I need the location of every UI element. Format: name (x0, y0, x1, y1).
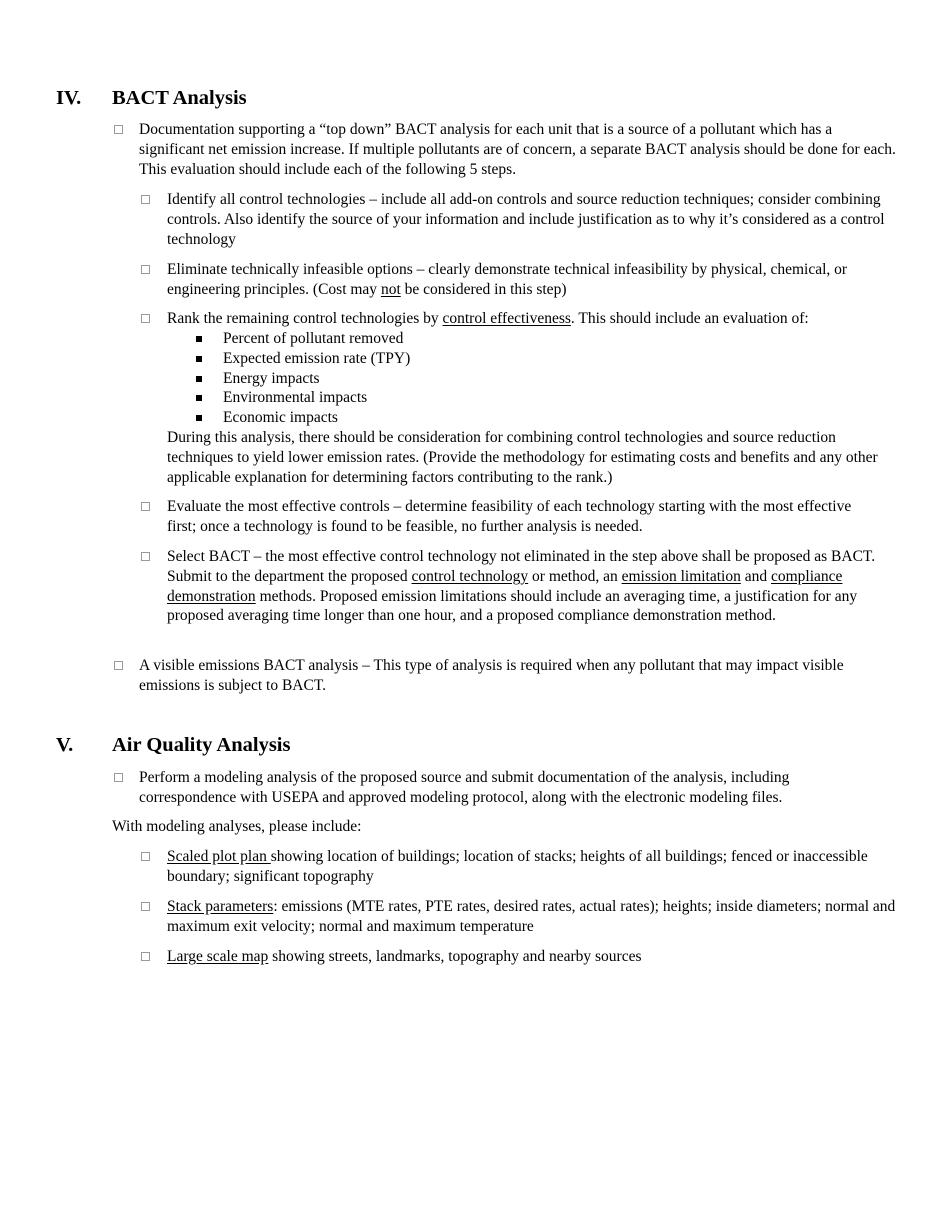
step-rank-explanation (167, 428, 879, 487)
underlined-not: not (380, 280, 401, 298)
step-select-text-4: methods. Proposed emission limitations should include an averaging time, a justification for any proposed averaging time longer than one hour, and a proposed compliance demonstration method. (167, 587, 858, 625)
underlined-emission-limitation: emission limitation (621, 567, 741, 585)
step-rank-text-end: . This should include an evaluation of: (570, 310, 809, 327)
step-select-text-2: or method, an (528, 567, 622, 585)
section-iv-title: BACT Analysis (112, 87, 247, 109)
square-bullet-icon (196, 356, 202, 362)
bact-intro-text: Documentation supporting a “top down” BACT analysis for each unit that is a source of a pollutant which has a significant net emission increase. If multiple pollutants are of concern, a separate BACT analysis should be done for each. This evaluation should include each of the following 5 steps. (139, 121, 896, 178)
checkbox-icon (141, 265, 150, 274)
square-bullet-icon (196, 415, 202, 421)
checkbox-icon (114, 661, 123, 670)
visible-emissions-text: A visible emissions BACT analysis – This type of analysis is required when any pollutant that may impact visible emissions is subject to BACT. (139, 657, 844, 694)
stack-parameters-item (167, 897, 901, 937)
step-evaluate-text: Evaluate the most effective controls – determine feasibility of each technology starting with the most effective first; once a technology is found to be feasible, no further analysis is needed. (167, 498, 852, 535)
checkbox-icon (141, 902, 150, 911)
bullet-text: Economic impacts (223, 409, 338, 427)
list-item (196, 329, 410, 349)
checkbox-icon (114, 773, 123, 782)
checkbox-icon (114, 125, 123, 134)
bullet-text: Energy impacts (223, 369, 320, 387)
air-quality-intro-text: Perform a modeling analysis of the proposed source and submit documentation of the analysis, including correspondence with USEPA and approved modeling protocol, along with the electronic modeling files. (139, 769, 790, 806)
step-rank-explanation-text: During this analysis, there should be consideration for combining control technologies and source reduction techniques to yield lower emission rates. (Provide the methodology for estimating costs and benefits and any other applicable explanation for determining factors contributing to the rank.) (167, 429, 878, 486)
square-bullet-icon (196, 376, 202, 382)
checkbox-icon (141, 552, 150, 561)
square-bullet-icon (196, 336, 202, 342)
underlined-stack-parameters: Stack parameters (167, 898, 274, 915)
step-select-text: Select BACT – the most effective control technology not eliminated in the step above shall be proposed as BACT. Submit to the department the proposed (167, 548, 876, 585)
bullet-text: Percent of pollutant removed (223, 330, 404, 347)
list-item (196, 388, 410, 408)
large-scale-map-text: showing streets, landmarks, topography and nearby sources (268, 948, 642, 965)
step-rank-text: Rank the remaining control technologies by (167, 310, 443, 327)
step-identify-item (167, 190, 895, 249)
underlined-control-effectiveness: control effectiveness (442, 310, 571, 327)
underlined-large-scale-map: Large scale map (167, 948, 269, 965)
scaled-plot-plan-item (167, 847, 879, 887)
checkbox-icon (141, 195, 150, 204)
evaluation-bullet-list (196, 329, 410, 428)
step-eliminate-text-end: be considered in this step) (400, 280, 567, 298)
step-select-text-3: and (740, 567, 771, 585)
bullet-text: Environmental impacts (223, 389, 368, 407)
with-modeling-label (112, 817, 512, 837)
underlined-scaled-plot-plan: Scaled plot plan (167, 848, 271, 865)
section-v-title: Air Quality Analysis (112, 734, 291, 756)
air-quality-intro-item (139, 768, 869, 808)
visible-emissions-item (139, 656, 879, 696)
checkbox-icon (141, 852, 150, 861)
section-iv-number: IV. (56, 87, 82, 109)
underlined-control-technology: control technology (411, 567, 529, 585)
bact-intro-item (139, 120, 899, 179)
stack-parameters-text: : emissions (MTE rates, PTE rates, desired rates, actual rates); heights; inside diameters; normal and maximum exit velocity; normal and maximum temperature (167, 898, 896, 935)
step-evaluate-item (167, 497, 879, 537)
square-bullet-icon (196, 395, 202, 401)
step-select-item (167, 547, 901, 626)
step-identify-text: Identify all control technologies – include all add-on controls and source reduction techniques; consider combining controls. Also identify the source of your information and include justification as to why it’s considered as a control technology (167, 191, 885, 248)
list-item (196, 369, 410, 389)
list-item (196, 408, 410, 428)
step-eliminate-item (167, 260, 867, 300)
large-scale-map-item (167, 947, 879, 967)
checkbox-icon (141, 314, 150, 323)
list-item (196, 349, 410, 369)
underlined-compliance-demonstration: compliance demonstration (167, 567, 843, 605)
with-modeling-text: With modeling analyses, please include: (112, 818, 362, 835)
step-rank-item (167, 309, 895, 329)
step-eliminate-text: Eliminate technically infeasible options – clearly demonstrate technical infeasibility by physical, chemical, or engineering principles. (Cost may (167, 261, 848, 298)
scaled-plot-plan-text: showing location of buildings; location of stacks; heights of all buildings; fenced or inaccessible boundary; significant topography (167, 848, 868, 885)
checkbox-icon (141, 502, 150, 511)
bullet-text: Expected emission rate (TPY) (223, 349, 411, 367)
checkbox-icon (141, 952, 150, 961)
section-v-number: V. (56, 734, 74, 756)
